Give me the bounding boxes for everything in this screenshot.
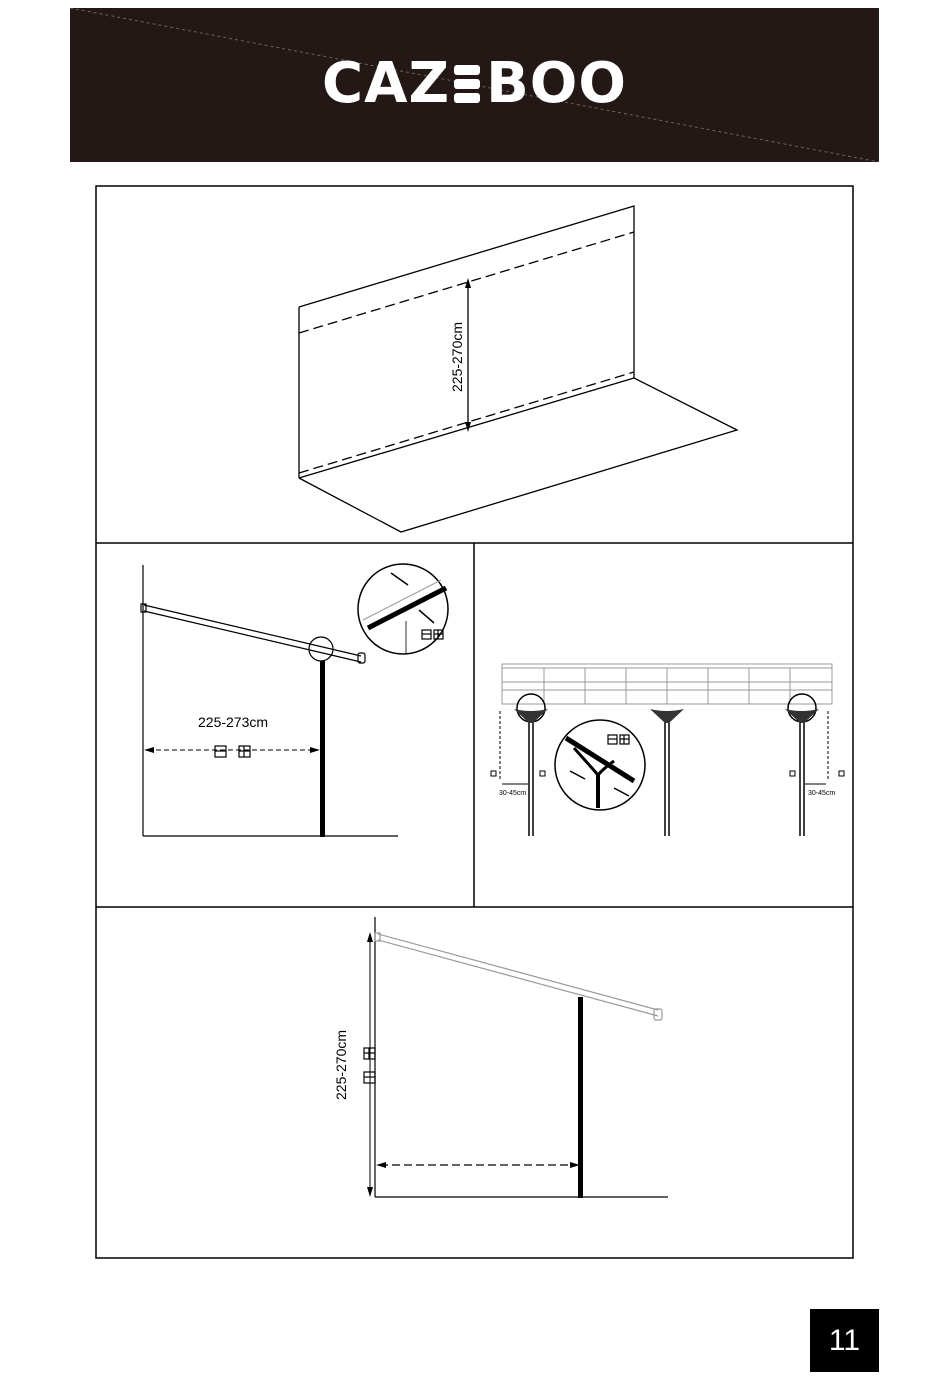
step2-side-view-diagram: [96, 543, 474, 907]
step1-height-label: 225-270cm: [449, 321, 465, 392]
step3-tool-icons: [608, 735, 629, 744]
step4-height-diagram: [96, 907, 853, 1258]
step3-detail-zoom: [555, 720, 645, 810]
brand-logo-left: CAZ: [322, 51, 451, 116]
step2-span-label: 225-273cm: [198, 714, 269, 730]
step4-height-label: 225-270cm: [333, 1029, 349, 1100]
step3-offset-right-label: 30-45cm: [808, 790, 836, 797]
step3-offset-left-label: 30-45cm: [499, 790, 527, 797]
step1-wall-diagram: [96, 186, 853, 543]
step2-detail-zoom: [358, 564, 448, 654]
step2-measure-icons: [215, 746, 250, 757]
step2-tool-icons: [422, 630, 443, 639]
brand-logo-right: BOO: [486, 51, 627, 116]
step3-front-view-diagram: [474, 543, 853, 907]
page-number: 11: [810, 1309, 879, 1372]
